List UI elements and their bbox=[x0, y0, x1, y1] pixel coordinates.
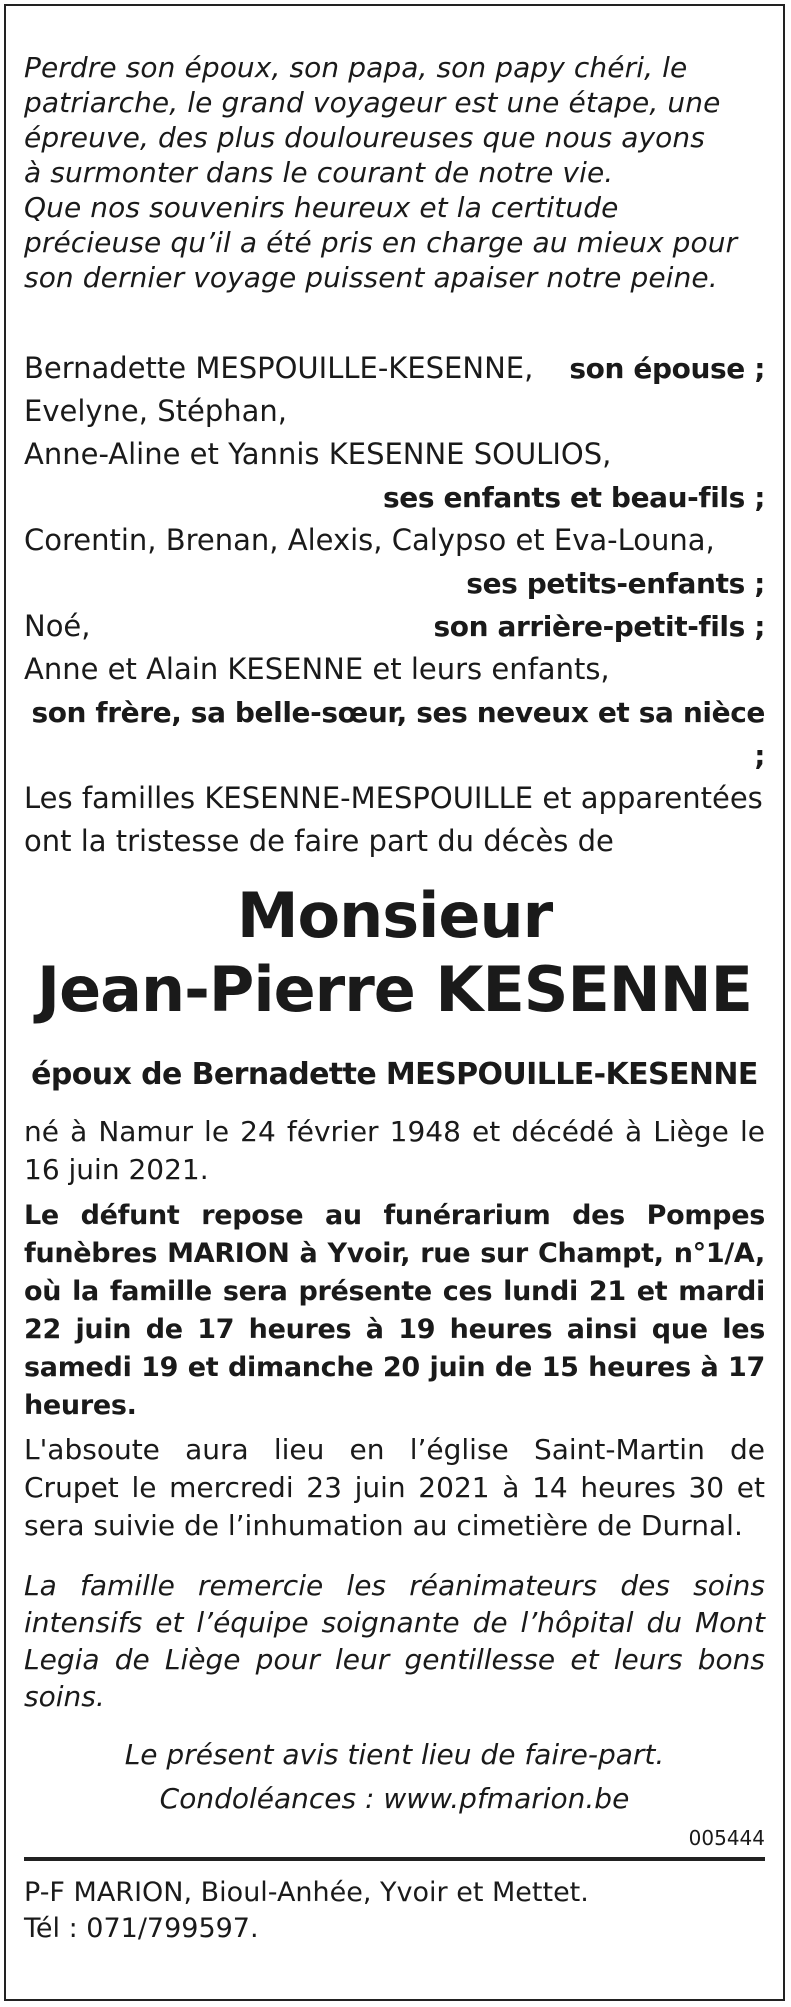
families-line-2: ont la tristesse de faire part du décès de bbox=[24, 824, 614, 858]
funeral-home-phone: Tél : 071/799597. bbox=[24, 1913, 259, 1944]
grandchildren-role: ses petits-enfants ; bbox=[466, 567, 765, 600]
deceased-title: Monsieur bbox=[236, 879, 553, 952]
great-grandchild-name: Noé, bbox=[24, 609, 91, 643]
wife-role: son épouse ; bbox=[569, 352, 765, 385]
children-role: ses enfants et beau-fils ; bbox=[383, 481, 765, 514]
intro-line: précieuse qu’il a été pris en charge au mieux pour bbox=[24, 226, 738, 259]
spouse-line: époux de Bernadette MESPOUILLE-KESENNE bbox=[31, 1057, 758, 1092]
thanks-paragraph: La famille remercie les réanimateurs des soins intensifs et l’équipe soignante de l’hôpital du Mont Legia de Liège pour leur gentillesse et leurs bons soins. bbox=[24, 1569, 765, 1713]
intro-line: épreuve, des plus douloureuses que nous ayons bbox=[24, 121, 705, 154]
great-grandchild-row bbox=[24, 605, 765, 648]
obituary-frame bbox=[4, 4, 785, 2001]
notice-block bbox=[24, 1733, 765, 1821]
siblings-role: son frère, sa belle-sœur, ses neveux et sa nièce ; bbox=[31, 696, 765, 772]
children-names-2: Anne-Aline et Yannis KESENNE SOULIOS, bbox=[24, 437, 612, 471]
siblings-names: Anne et Alain KESENNE et leurs enfants, bbox=[24, 652, 610, 686]
intro-line: Que nos souvenirs heureux et la certitude bbox=[24, 191, 619, 224]
deceased-name-block bbox=[24, 879, 765, 1027]
funeral-home-footer bbox=[24, 1875, 765, 1947]
intro-line: à surmonter dans le courant de notre vie. bbox=[24, 156, 614, 189]
visitation-paragraph: Le défunt repose au funérarium des Pompes funèbres MARION à Yvoir, rue sur Champt, n°1/A, où la famille sera présente ces lundi 21 et mardi 22 juin de 17 heures à 19 heures ainsi que les samedi 19 et dimanche 20 juin de 15 heures à 17 heures. bbox=[24, 1200, 765, 1421]
birth-death-paragraph: né à Namur le 24 février 1948 et décédé à Liège le 16 juin 2021. bbox=[24, 1115, 765, 1186]
great-grandchild-role: son arrière-petit-fils ; bbox=[433, 610, 765, 643]
intro-line: Perdre son époux, son papa, son papy chéri, le bbox=[24, 51, 688, 84]
intro-line: patriarche, le grand voyageur est une étape, une bbox=[24, 86, 721, 119]
families-line-1: Les familles KESENNE-MESPOUILLE et apparentées bbox=[24, 781, 763, 815]
obituary-content bbox=[24, 50, 765, 1947]
intro-line: son dernier voyage puissent apaiser notre peine. bbox=[24, 261, 718, 294]
intro-paragraph bbox=[24, 50, 765, 295]
children-names-1: Evelyne, Stéphan, bbox=[24, 394, 287, 428]
wife-name: Bernadette MESPOUILLE-KESENNE, bbox=[24, 351, 534, 385]
reference-number: 005444 bbox=[688, 1826, 765, 1850]
notice-line: Le présent avis tient lieu de faire-part. bbox=[124, 1738, 665, 1771]
condolences-line: Condoléances : www.pfmarion.be bbox=[159, 1782, 630, 1815]
footer-divider bbox=[24, 1857, 765, 1861]
service-paragraph: L'absoute aura lieu en l’église Saint-Martin de Crupet le mercredi 23 juin 2021 à 14 heures 30 et sera suivie de l’inhumation au cimetière de Durnal. bbox=[24, 1433, 765, 1542]
wife-row bbox=[24, 347, 765, 390]
deceased-name: Jean-Pierre KESENNE bbox=[37, 953, 752, 1026]
funeral-home-name: P-F MARION, Bioul-Anhée, Yvoir et Mettet. bbox=[24, 1877, 589, 1908]
grandchildren-names: Corentin, Brenan, Alexis, Calypso et Eva-Louna, bbox=[24, 523, 715, 557]
family-list bbox=[24, 347, 765, 863]
